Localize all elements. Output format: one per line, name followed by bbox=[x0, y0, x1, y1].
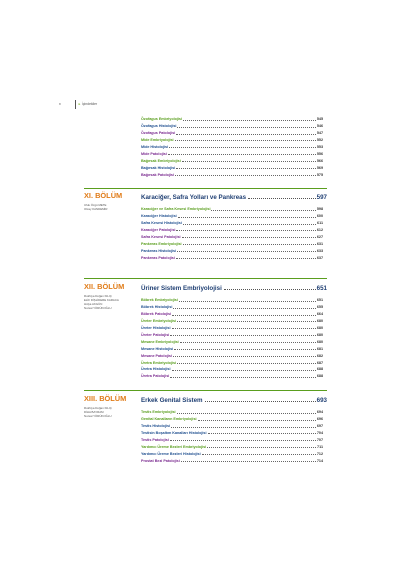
toc-entry[interactable] bbox=[141, 442, 323, 449]
toc-entry[interactable] bbox=[141, 344, 323, 351]
toc-entry-label: Mesane Embriyolojisi bbox=[141, 339, 179, 344]
author-name: DİHA BAYRAM bbox=[84, 410, 104, 415]
toc-entry-page: 694 bbox=[316, 410, 323, 415]
toc-entry[interactable] bbox=[141, 330, 323, 337]
toc-entry-label: Bağırsak Histolojisi bbox=[141, 165, 176, 170]
toc-entry-label: Mesane Patolojisi bbox=[141, 353, 172, 358]
section-divider bbox=[84, 390, 327, 391]
toc-entry[interactable] bbox=[141, 129, 323, 136]
author-name: Nursal YÖRÜKOĞLU bbox=[84, 414, 112, 419]
toc-entry-page: 637 bbox=[316, 255, 323, 260]
dot-leader bbox=[169, 147, 316, 148]
toc-entry-page: 569 bbox=[316, 165, 323, 170]
dot-leader bbox=[182, 161, 316, 162]
dot-leader bbox=[175, 140, 316, 141]
toc-entry-label: Karaciğer Patolojisi bbox=[141, 228, 176, 233]
dot-leader bbox=[178, 217, 316, 218]
dot-leader bbox=[208, 433, 316, 434]
toc-entry[interactable] bbox=[141, 372, 323, 379]
toc-entry[interactable] bbox=[141, 456, 323, 463]
header-divider bbox=[75, 100, 76, 109]
play-arrow-icon: ▸ bbox=[78, 102, 81, 106]
toc-entry[interactable] bbox=[141, 436, 323, 443]
toc-entry[interactable] bbox=[141, 149, 323, 156]
section-page: 651 bbox=[316, 285, 327, 292]
toc-entry-label: Böbrek Embriyolojisi bbox=[141, 298, 178, 303]
continued-toc-list bbox=[141, 115, 323, 177]
toc-entry-label: Yardımcı Üreme Bezleri Embriyolojisi bbox=[141, 444, 207, 449]
dot-leader bbox=[173, 308, 315, 309]
dot-leader bbox=[172, 370, 316, 371]
toc-entry-page: 711 bbox=[317, 444, 323, 449]
toc-entry[interactable] bbox=[141, 358, 323, 365]
toc-entry-page: 687 bbox=[316, 360, 323, 365]
author-name: Rukhiya Doğan KILIÇ bbox=[84, 406, 112, 410]
toc-entry[interactable] bbox=[141, 233, 323, 240]
toc-entry[interactable] bbox=[141, 310, 323, 317]
section-divider bbox=[84, 278, 327, 279]
toc-entry[interactable] bbox=[141, 205, 323, 212]
toc-entry-label: Pankreas Embriyolojisi bbox=[141, 241, 182, 246]
toc-entry-label: Pankreas Patolojisi bbox=[141, 255, 175, 260]
dot-leader bbox=[172, 315, 316, 316]
toc-entry-page: 598 bbox=[316, 207, 323, 212]
dot-leader bbox=[176, 230, 315, 231]
author-name: Ufuk Özgü METE bbox=[84, 203, 107, 207]
dot-leader bbox=[177, 321, 316, 322]
dot-leader bbox=[182, 237, 316, 238]
toc-entry-page: 611 bbox=[317, 221, 323, 226]
toc-entry-page: 681 bbox=[316, 346, 323, 351]
section-title: Üriner Sistem Embriyolojisi bbox=[141, 285, 222, 292]
section-meta bbox=[84, 393, 136, 418]
dot-leader bbox=[248, 198, 316, 199]
section-title: Karaciğer, Safra Yolları ve Pankreas bbox=[141, 194, 247, 201]
toc-entry-page: 556 bbox=[316, 151, 323, 156]
toc-entry-label: Mide Histolojisi bbox=[141, 145, 169, 150]
toc-entry-page: 553 bbox=[316, 145, 323, 150]
dot-leader bbox=[224, 289, 316, 290]
toc-entry-label: Üreter Patolojisi bbox=[141, 332, 170, 337]
toc-entry[interactable] bbox=[141, 239, 323, 246]
toc-entry-label: Pankreas Histolojisi bbox=[141, 248, 177, 253]
toc-entry-label: Genital Kanalların Embriyolojisi bbox=[141, 417, 197, 422]
toc-entry-page: 680 bbox=[316, 326, 323, 331]
author-name: Nursal YÖRÜKOĞLU bbox=[84, 306, 112, 311]
section-heading[interactable] bbox=[141, 393, 327, 404]
toc-entry-page: 600 bbox=[316, 214, 323, 219]
dot-leader bbox=[207, 447, 316, 448]
toc-entry[interactable] bbox=[141, 449, 323, 456]
toc-entry-page: 547 bbox=[316, 131, 323, 136]
toc-entry[interactable] bbox=[141, 246, 323, 253]
dot-leader bbox=[205, 401, 316, 402]
toc-entry[interactable] bbox=[141, 337, 323, 344]
toc-entry[interactable] bbox=[141, 115, 323, 122]
dot-leader bbox=[202, 454, 316, 455]
dot-leader bbox=[177, 413, 316, 414]
toc-entry-page: 680 bbox=[316, 319, 323, 324]
dot-leader bbox=[176, 168, 316, 169]
toc-entry-page: 680 bbox=[316, 332, 323, 337]
toc-entry[interactable] bbox=[141, 156, 323, 163]
toc-entry-page: 566 bbox=[316, 158, 323, 163]
author-list bbox=[84, 406, 136, 418]
toc-entry-label: Üreter Histolojisi bbox=[141, 326, 171, 331]
section-page: 597 bbox=[316, 194, 327, 201]
toc-entry[interactable] bbox=[141, 122, 323, 129]
toc-entry-page: 712 bbox=[316, 451, 323, 456]
toc-entry[interactable] bbox=[141, 143, 323, 150]
toc-entry-label: Özofagus Patolojisi bbox=[141, 131, 176, 136]
toc-entry-label: Bağırsak Embriyolojisi bbox=[141, 158, 181, 163]
dot-leader bbox=[173, 356, 316, 357]
toc-entry-label: Safra Kesesi Histolojisi bbox=[141, 221, 182, 226]
running-title bbox=[79, 102, 98, 106]
toc-entry[interactable] bbox=[141, 422, 323, 429]
author-name: Rukhiya Doğan KILIÇ bbox=[84, 294, 112, 298]
dot-leader bbox=[183, 244, 316, 245]
toc-entry[interactable] bbox=[141, 219, 323, 226]
section-heading[interactable] bbox=[141, 190, 327, 201]
dot-leader bbox=[174, 349, 316, 350]
toc-entry-page: 575 bbox=[316, 172, 323, 177]
toc-entry[interactable] bbox=[141, 351, 323, 358]
toc-entry-label: Özofagus Embriyolojisi bbox=[141, 117, 182, 122]
toc-entry-page: 688 bbox=[316, 367, 323, 372]
toc-entry-label: Üreter Embriyolojisi bbox=[141, 319, 177, 324]
dot-leader bbox=[181, 461, 316, 462]
dot-leader bbox=[180, 342, 316, 343]
toc-entry-label: Yardımcı Üreme Bezleri Histolojisi bbox=[141, 451, 201, 456]
dot-leader bbox=[177, 127, 315, 128]
toc-entry-page: 612 bbox=[316, 228, 323, 233]
toc-entry-label: Testis Histolojisi bbox=[141, 424, 171, 429]
section-number: XI. BÖLÜM bbox=[84, 191, 123, 200]
toc-entry[interactable] bbox=[141, 212, 323, 219]
toc-entry[interactable] bbox=[141, 365, 323, 372]
toc-entry[interactable] bbox=[141, 317, 323, 324]
toc-entry[interactable] bbox=[141, 170, 323, 177]
dot-leader bbox=[177, 251, 316, 252]
toc-entry[interactable] bbox=[141, 226, 323, 233]
toc-entry-page: 707 bbox=[316, 438, 323, 443]
toc-entry-page: 680 bbox=[316, 339, 323, 344]
toc-entry-page: 546 bbox=[316, 124, 323, 129]
toc-entry-label: Böbrek Histolojisi bbox=[141, 305, 173, 310]
toc-entry[interactable] bbox=[141, 415, 323, 422]
toc-entry-label: Safra Kesesi Patolojisi bbox=[141, 235, 181, 240]
author-name: ELİF DİŞLİDERE KARACA bbox=[84, 298, 119, 303]
toc-entry-label: Mide Patolojisi bbox=[141, 151, 167, 156]
toc-entry[interactable] bbox=[141, 163, 323, 170]
dot-leader bbox=[170, 440, 316, 441]
section-title: Erkek Genital Sistem bbox=[141, 397, 203, 404]
section-heading[interactable] bbox=[141, 281, 327, 292]
toc-list bbox=[141, 296, 323, 379]
toc-entry-page: 552 bbox=[316, 138, 323, 143]
author-list bbox=[84, 294, 136, 310]
toc-entry-page: 697 bbox=[316, 424, 323, 429]
toc-entry-label: Böbrek Patolojisi bbox=[141, 312, 172, 317]
toc-entry-label: Özofagus Histolojisi bbox=[141, 124, 177, 129]
page-header bbox=[59, 99, 97, 109]
toc-entry[interactable] bbox=[141, 253, 323, 260]
section-meta bbox=[84, 281, 136, 310]
toc-entry[interactable] bbox=[141, 408, 323, 415]
toc-entry-page: 696 bbox=[316, 417, 323, 422]
toc-entry[interactable] bbox=[141, 296, 323, 303]
toc-entry-page: 633 bbox=[316, 248, 323, 253]
toc-entry-page: 714 bbox=[316, 458, 323, 463]
toc-list bbox=[141, 205, 323, 260]
section-meta bbox=[84, 190, 136, 211]
toc-entry-label: Testisin Boşaltım Kanalları Histolojisi bbox=[141, 431, 207, 436]
toc-entry[interactable] bbox=[141, 303, 323, 310]
dot-leader bbox=[176, 258, 316, 259]
toc-entry-label: Bağırsak Patolojisi bbox=[141, 172, 174, 177]
page-number: x bbox=[59, 102, 61, 106]
toc-entry-page: 627 bbox=[316, 235, 323, 240]
toc-entry-label: Prostat Bezi Patolojisi bbox=[141, 458, 180, 463]
toc-entry-label: Mesane Histolojisi bbox=[141, 346, 174, 351]
dot-leader bbox=[176, 134, 316, 135]
dot-leader bbox=[177, 363, 316, 364]
toc-entry-label: Karaciğer ve Safra Kesesi Embriyolojisi bbox=[141, 207, 211, 212]
toc-entry-page: 631 bbox=[316, 241, 323, 246]
toc-entry-label: Testis Embriyolojisi bbox=[141, 410, 176, 415]
dot-leader bbox=[168, 154, 316, 155]
toc-entry-page: 664 bbox=[316, 312, 323, 317]
toc-entry-page: 545 bbox=[316, 117, 323, 122]
toc-entry[interactable] bbox=[141, 136, 323, 143]
dot-leader bbox=[172, 328, 316, 329]
dot-leader bbox=[211, 210, 315, 211]
toc-list bbox=[141, 408, 323, 463]
dot-leader bbox=[183, 120, 316, 121]
section-page: 693 bbox=[316, 397, 327, 404]
dot-leader bbox=[171, 427, 316, 428]
toc-entry[interactable] bbox=[141, 429, 323, 436]
toc-entry-label: Üretra Patolojisi bbox=[141, 374, 170, 379]
running-title-text: İçindekiler bbox=[81, 102, 98, 106]
dot-leader bbox=[198, 420, 316, 421]
section-number: XIII. BÖLÜM bbox=[84, 394, 127, 403]
toc-entry-page: 651 bbox=[316, 298, 323, 303]
author-name: Olcay KANDEMİR bbox=[84, 207, 108, 212]
toc-entry-page: 655 bbox=[316, 305, 323, 310]
author-list bbox=[84, 203, 136, 211]
dot-leader bbox=[175, 175, 316, 176]
toc-entry-page: 688 bbox=[316, 374, 323, 379]
toc-entry-page: 704 bbox=[316, 431, 323, 436]
toc-entry-label: Mide Embriyolojisi bbox=[141, 138, 174, 143]
section-number: XII. BÖLÜM bbox=[84, 282, 125, 291]
toc-entry[interactable] bbox=[141, 324, 323, 331]
author-name: Hülya AKGÜN bbox=[84, 302, 103, 307]
toc-entry-label: Testis Patolojisi bbox=[141, 438, 169, 443]
toc-entry-label: Karaciğer Histolojisi bbox=[141, 214, 177, 219]
dot-leader bbox=[170, 377, 316, 378]
toc-entry-label: Üretra Embriyolojisi bbox=[141, 360, 177, 365]
dot-leader bbox=[183, 224, 316, 225]
section-divider bbox=[84, 188, 327, 189]
toc-entry-label: Üretra Histolojisi bbox=[141, 367, 171, 372]
dot-leader bbox=[170, 335, 316, 336]
toc-entry-page: 682 bbox=[316, 353, 323, 358]
dot-leader bbox=[179, 301, 316, 302]
